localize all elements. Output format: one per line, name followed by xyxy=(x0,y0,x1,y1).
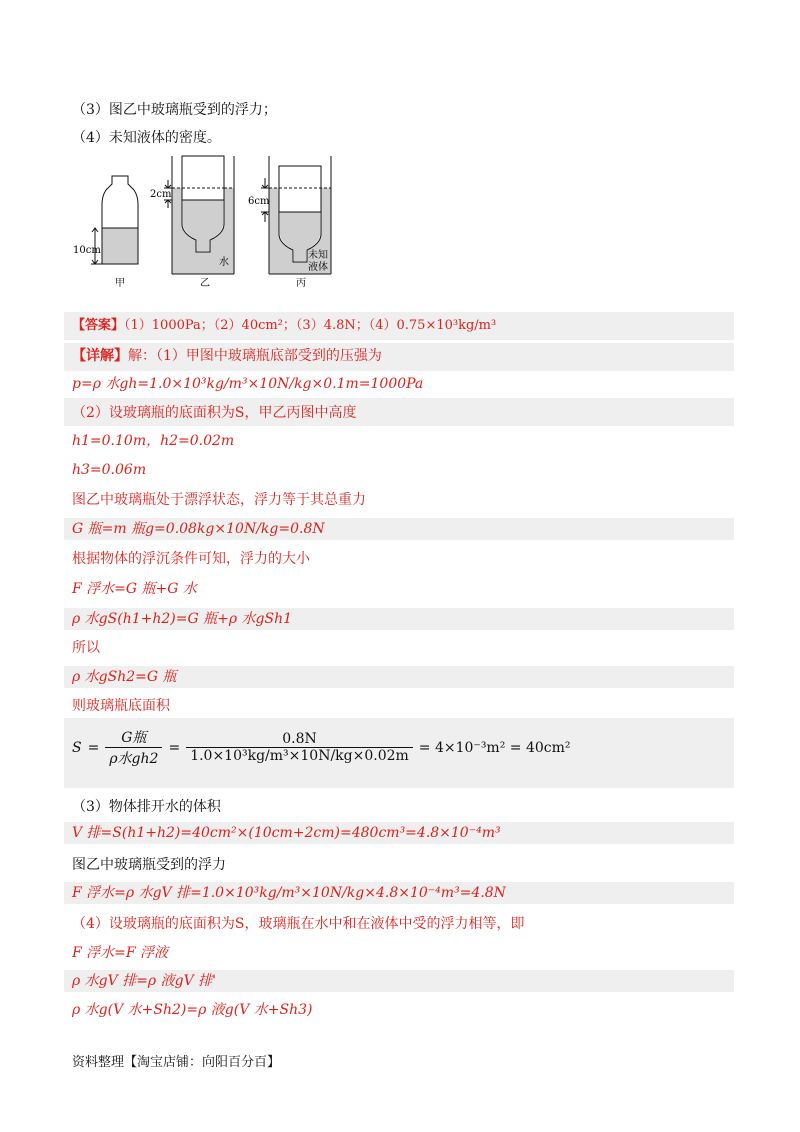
detail-l2: （2）设玻璃瓶的底面积为S，甲乙丙图中高度 xyxy=(72,405,357,421)
detail-l1: p=ρ 水gh=1.0×10³kg/m³×10N/kg×0.1m=1000Pa xyxy=(72,376,424,392)
eq-equals-2: = xyxy=(168,739,181,756)
caption-yi: 乙 xyxy=(200,278,210,289)
eq-s: S xyxy=(72,739,82,756)
label-2cm: 2cm xyxy=(150,189,172,200)
detail-l5: 图乙中玻璃瓶处于漂浮状态，浮力等于其总重力 xyxy=(72,492,366,508)
detail-l16: F 浮水=ρ 水gV 排=1.0×10³kg/m³×10N/kg×4.8×10⁻⁴m³=4.8N xyxy=(72,885,506,901)
label-water: 水 xyxy=(219,257,229,268)
detail-l7: 根据物体的浮沉条件可知，浮力的大小 xyxy=(72,551,310,567)
detail-l6: G 瓶=m 瓶g=0.08kg×10N/kg=0.8N xyxy=(72,521,325,537)
eq-frac-2 xyxy=(186,731,413,764)
equation-area xyxy=(72,727,577,768)
detail-l20: ρ 水g(V 水+Sh2)=ρ 液g(V 水+Sh3) xyxy=(72,1002,313,1018)
caption-jia: 甲 xyxy=(115,278,125,289)
eq-den-2: 1.0×10³kg/m³×10N/kg×0.02m xyxy=(190,748,409,764)
figure-bottles xyxy=(72,152,342,296)
detail-l8: F 浮水=G 瓶+G 水 xyxy=(72,581,197,597)
detail-l13: （3）物体排开水的体积 xyxy=(72,799,221,815)
detail-l11: ρ 水gSh2=G 瓶 xyxy=(72,669,177,685)
detail-l19: ρ 水gV 排=ρ 液gV 排' xyxy=(72,973,216,989)
detail-l18: F 浮水=F 浮液 xyxy=(72,945,169,961)
answer-line xyxy=(72,316,496,336)
detail-l17: （4）设玻璃瓶的底面积为S，玻璃瓶在水中和在液体中受的浮力相等，即 xyxy=(72,916,525,932)
eq-tail: = 4×10⁻³m² = 40cm² xyxy=(418,739,571,756)
answer-tag: 【答案】 xyxy=(72,318,125,333)
detail-intro-line xyxy=(72,346,382,366)
eq-den-1: ρ水gh2 xyxy=(109,751,159,767)
answer-text: （1）1000Pa；（2）40cm²；（3）4.8N；（4）0.75×10³kg/m³ xyxy=(124,318,497,333)
label-unknown-1: 未知 xyxy=(308,250,328,261)
detail-l12: 则玻璃瓶底面积 xyxy=(72,698,170,714)
label-10cm: 10cm xyxy=(73,245,101,256)
caption-bing: 丙 xyxy=(296,278,306,289)
question-3: （3）图乙中玻璃瓶受到的浮力； xyxy=(72,102,277,118)
eq-num-2: 0.8N xyxy=(186,731,413,748)
detail-tag: 【详解】 xyxy=(72,348,128,364)
eq-num-1: G瓶 xyxy=(105,727,162,748)
detail-l3: h1=0.10m，h2=0.02m xyxy=(72,433,235,449)
detail-l9: ρ 水gS(h1+h2)=G 瓶+ρ 水gSh1 xyxy=(72,611,292,627)
label-6cm: 6cm xyxy=(248,196,270,207)
footer-source: 资料整理【淘宝店铺：向阳百分百】 xyxy=(72,1055,281,1070)
label-unknown-2: 液体 xyxy=(308,262,328,273)
detail-l15: 图乙中玻璃瓶受到的浮力 xyxy=(72,857,226,873)
question-4: （4）未知液体的密度。 xyxy=(72,130,221,146)
bottle-diagram xyxy=(72,152,342,292)
detail-l10: 所以 xyxy=(72,640,100,656)
detail-l4: h3=0.06m xyxy=(72,462,147,478)
detail-l14: V 排=S(h1+h2)=40cm²×(10cm+2cm)=480cm³=4.8×10⁻⁴m³ xyxy=(72,825,501,841)
eq-equals-1: = xyxy=(87,739,100,756)
detail-intro: 解：（1）甲图中玻璃瓶底部受到的压强为 xyxy=(128,348,382,364)
eq-frac-1 xyxy=(105,727,162,768)
